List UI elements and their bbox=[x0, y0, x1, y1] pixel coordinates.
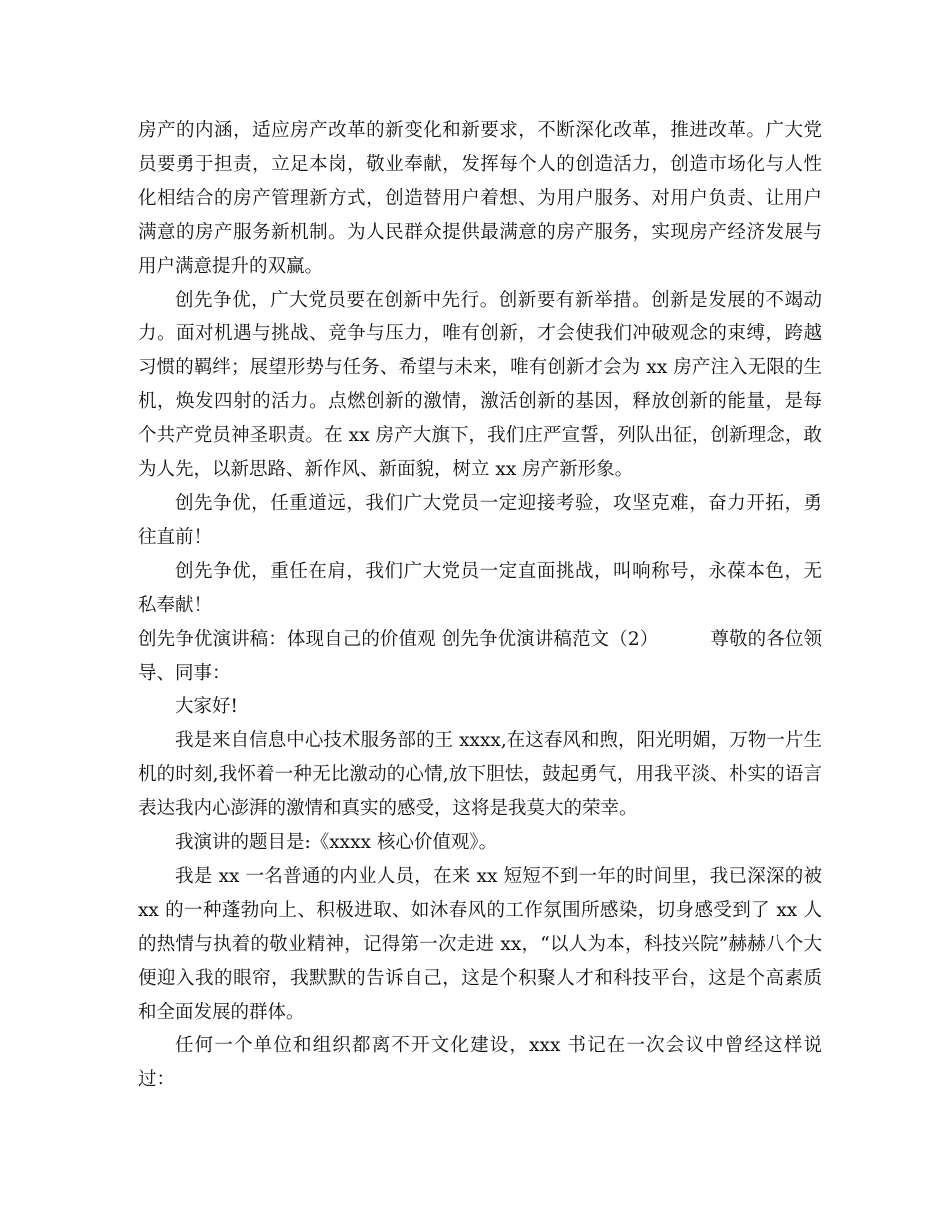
speech-topic: 我演讲的题目是:《xxxx 核心价值观》。 bbox=[175, 832, 498, 854]
paragraph-continuation: 房产的内涵，适应房产改革的新变化和新要求，不断深化改革，推进改革。广大党员要勇于担责，立足本岗，敬业奉献，发挥每个人的创造活力，创造市场化与人性化相结合的房产管理新方式，创造替用户着想、为用户服务、对用户负责、让用户满意的房产服务新机制。为人民群众提供最满意的房产服务，实现房产经济发展与用户满意提升的双赢。 bbox=[138, 120, 822, 277]
speech-greeting: 大家好! bbox=[175, 696, 238, 718]
paragraph-innovation: 创先争优，广大党员要在创新中先行。创新要有新举措。创新是发展的不竭动力。面对机遇与挑战、竞争与压力，唯有创新，才会使我们冲破观念的束缚，跨越习惯的羁绊；展望形势与任务、希望与未来，唯有创新才会为 xx 房产注入无限的生机，焕发四射的活力。点燃创新的激情，激活创新的基因，释放创新的能量，是每个共产党员神圣职责。在 xx 房产大旗下，我们庄严宣誓，列队出征，创新理念，敢为人先，以新思路、新作风、新面貌，树立 xx 房产新形象。 bbox=[138, 289, 822, 481]
paragraph-challenge: 创先争优，任重道远，我们广大党员一定迎接考验，攻坚克难，奋力开拓，勇往直前！ bbox=[138, 492, 822, 548]
document-body bbox=[138, 114, 822, 1097]
speech-salutation: 尊敬的各位领导、同事： bbox=[138, 628, 822, 684]
speech-culture: 任何一个单位和组织都离不开文化建设，xxx 书记在一次会议中曾经这样说过： bbox=[138, 1035, 822, 1091]
speech-introduction: 我是来自信息中心技术服务部的王 xxxx,在这春风和煦，阳光明媚，万物一片生机的时刻,我怀着一种无比激动的心情,放下胆怯，鼓起勇气，用我平淡、朴实的语言表达我内心澎湃的激情和真实的感受，这将是我莫大的荣幸。 bbox=[138, 730, 822, 820]
speech-experience: 我是 xx 一名普通的内业人员，在来 xx 短短不到一年的时间里，我已深深的被 xx 的一种蓬勃向上、积极进取、如沐春风的工作氛围所感染，切身感受到了 xx 人的热情与执着的敬业精神，记得第一次走进 xx，“以人为本，科技兴院”赫赫八个大便迎入我的眼帘，我默默的告诉自己，这是个积聚人才和科技平台，这是个高素质和全面发展的群体。 bbox=[138, 865, 822, 1023]
speech-title: 创先争优演讲稿：体现自己的价值观 创先争优演讲稿范文（2） bbox=[138, 628, 659, 650]
speech-heading-line bbox=[138, 623, 822, 691]
paragraph-responsibility: 创先争优，重任在肩，我们广大党员一定直面挑战，叫响称号，永葆本色，无私奉献！ bbox=[138, 560, 822, 616]
